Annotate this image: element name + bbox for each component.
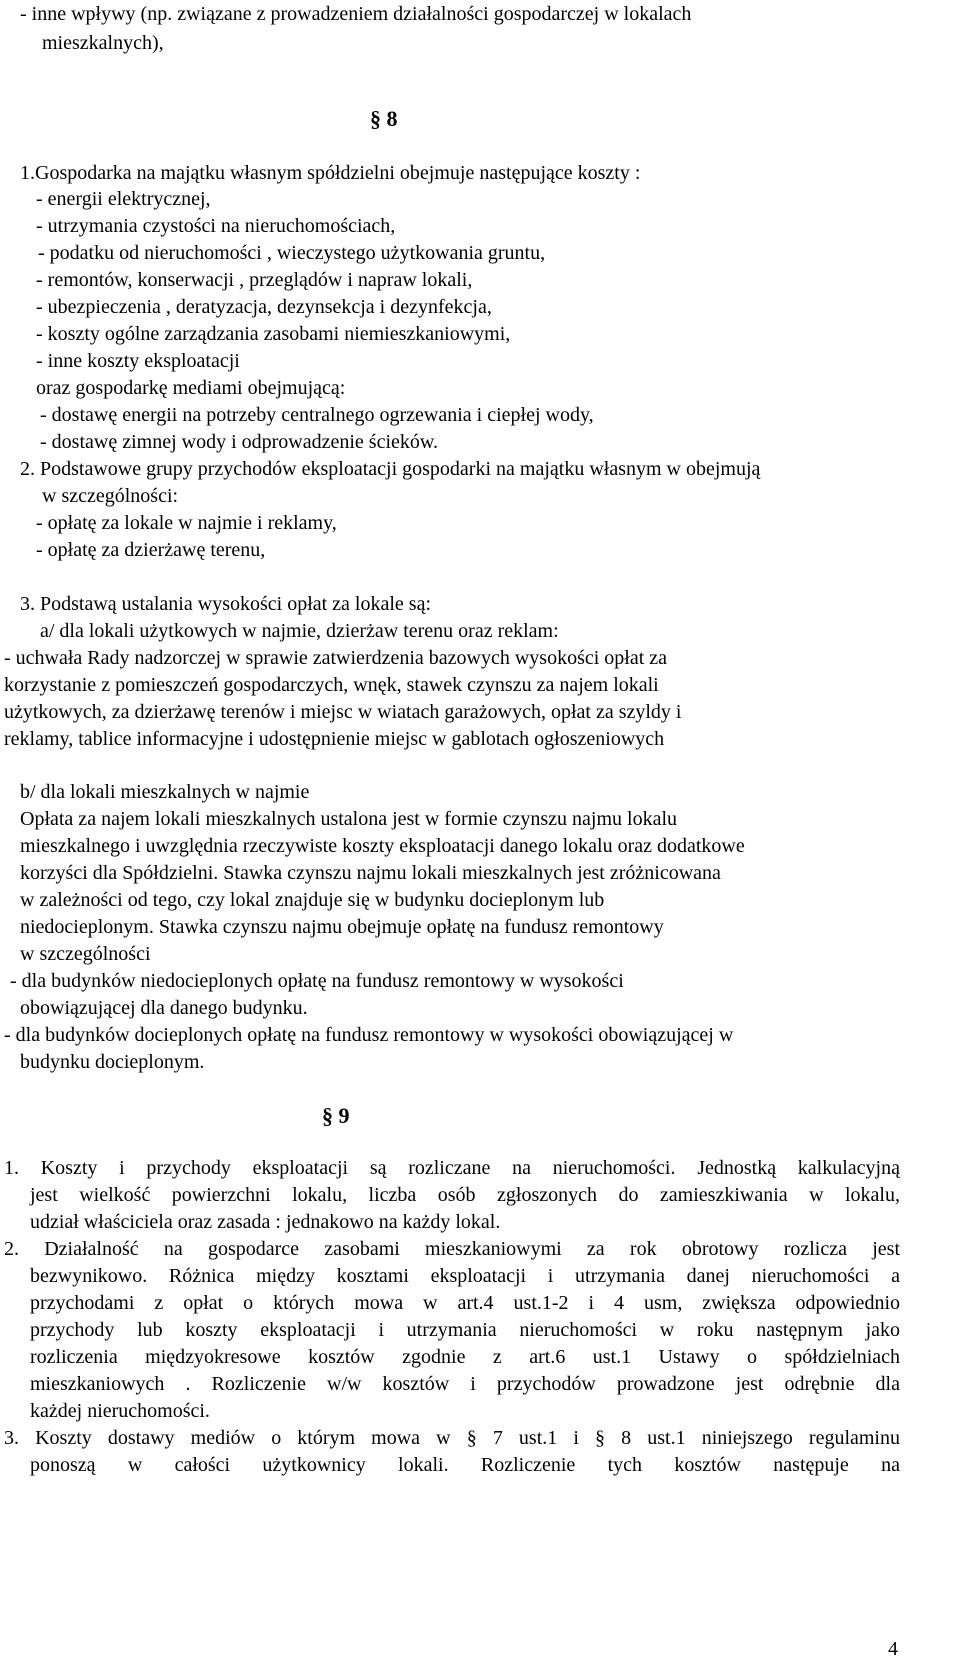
text-line: rozliczenia międzyokresowe kosztów zgodnie z art.6 ust.1 Ustawy o spółdzielniach: [30, 1346, 900, 1368]
text-line: mieszkalnego i uwzględnia rzeczywiste koszty eksploatacji danego lokalu oraz dodatkowe: [20, 835, 745, 857]
text-line: niedocieplonym. Stawka czynszu najmu obejmuje opłatę na fundusz remontowy: [20, 916, 664, 938]
list-item: - podatku od nieruchomości , wieczystego użytkowania gruntu,: [38, 242, 546, 264]
subsection-heading: b/ dla lokali mieszkalnych w najmie: [20, 781, 310, 803]
list-item: - dostawę zimnej wody i odprowadzenie ścieków.: [40, 431, 439, 453]
list-item: - energii elektrycznej,: [36, 188, 211, 210]
text-line: mieszkaniowych . Rozliczenie w/w kosztów i przychodów prowadzone jest odrębnie dla: [30, 1373, 900, 1395]
list-item: - inne koszty eksploatacji: [36, 350, 240, 372]
text-line: budynku docieplonym.: [20, 1051, 205, 1073]
list-item: - remontów, konserwacji , przeglądów i napraw lokali,: [36, 269, 473, 291]
text-line: każdej nieruchomości.: [30, 1400, 210, 1422]
page-number: 4: [888, 1638, 898, 1660]
list-item: oraz gospodarkę mediami obejmującą:: [36, 377, 346, 399]
list-item: - opłatę za dzierżawę terenu,: [36, 539, 266, 561]
text-line: korzyści dla Spółdzielni. Stawka czynszu najmu lokali mieszkalnych jest zróżnicowana: [20, 862, 721, 884]
text-line: Opłata za najem lokali mieszkalnych ustalona jest w formie czynszu najmu lokalu: [20, 808, 678, 830]
list-item: - koszty ogólne zarządzania zasobami niemieszkaniowymi,: [36, 323, 511, 345]
text-line: 1. Koszty i przychody eksploatacji są rozliczane na nieruchomości. Jednostką kalkulacyjną: [4, 1157, 900, 1179]
text-line: przychodami z opłat o których mowa w art.4 ust.1-2 i 4 usm, zwiększa odpowiednio: [30, 1292, 900, 1314]
text-line: w zależności od tego, czy lokal znajduje się w budynku docieplonym lub: [20, 889, 605, 911]
text-line: użytkowych, za dzierżawę terenów i miejsc w wiatach garażowych, opłat za szyldy i: [4, 701, 682, 723]
paragraph-intro: 1.Gospodarka na majątku własnym spółdzielni obejmuje następujące koszty :: [20, 162, 641, 184]
text-line: 2. Działalność na gospodarce zasobami mieszkaniowymi za rok obrotowy rozlicza jest: [4, 1238, 900, 1260]
text-line: 3. Koszty dostawy mediów o którym mowa w § 7 ust.1 i § 8 ust.1 niniejszego regulaminu: [4, 1427, 900, 1449]
list-item: - opłatę za lokale w najmie i reklamy,: [36, 512, 337, 534]
list-item: - ubezpieczenia , deratyzacja, dezynsekcja i dezynfekcja,: [36, 296, 492, 318]
text-line: 2. Podstawowe grupy przychodów eksploatacji gospodarki na majątku własnym w obejmują: [20, 458, 761, 480]
list-item: - dla budynków docieplonych opłatę na fundusz remontowy w wysokości obowiązującej w: [4, 1024, 734, 1046]
text-line: w szczególności: [20, 943, 151, 965]
text-line: jest wielkość powierzchni lokalu, liczba osób zgłoszonych do zamieszkiwania w lokalu,: [30, 1184, 900, 1206]
text-line: reklamy, tablice informacyjne i udostępnienie miejsc w gablotach ogłoszeniowych: [4, 728, 665, 750]
text-line: korzystanie z pomieszczeń gospodarczych, wnęk, stawek czynszu za najem lokali: [4, 674, 659, 696]
text-line: a/ dla lokali użytkowych w najmie, dzierżaw terenu oraz reklam:: [40, 620, 559, 642]
text-line: 3. Podstawą ustalania wysokości opłat za lokale są:: [20, 593, 432, 615]
list-item: - dostawę energii na potrzeby centralnego ogrzewania i ciepłej wody,: [40, 404, 594, 426]
text-line: - uchwała Rady nadzorczej w sprawie zatwierdzenia bazowych wysokości opłat za: [4, 647, 668, 669]
text-line: ponoszą w całości użytkownicy lokali. Rozliczenie tych kosztów następuje na: [30, 1454, 900, 1476]
list-item: - utrzymania czystości na nieruchomościach,: [36, 215, 396, 237]
list-item: - dla budynków niedocieplonych opłatę na fundusz remontowy w wysokości: [10, 970, 624, 992]
section-heading: § 8: [370, 106, 398, 131]
text-line: - inne wpływy (np. związane z prowadzeniem działalności gospodarczej w lokalach: [20, 3, 692, 25]
text-line: w szczególności:: [42, 485, 179, 507]
text-line: mieszkalnych),: [42, 32, 164, 54]
text-line: przychody lub koszty eksploatacji i utrzymania nieruchomości w roku następnym jako: [30, 1319, 900, 1341]
text-line: bezwynikowo. Różnica między kosztami eksploatacji i utrzymania danej nieruchomości a: [30, 1265, 900, 1287]
text-line: obowiązującej dla danego budynku.: [20, 997, 308, 1019]
section-heading: § 9: [322, 1103, 350, 1128]
text-line: udział właściciela oraz zasada : jednakowo na każdy lokal.: [30, 1211, 501, 1233]
